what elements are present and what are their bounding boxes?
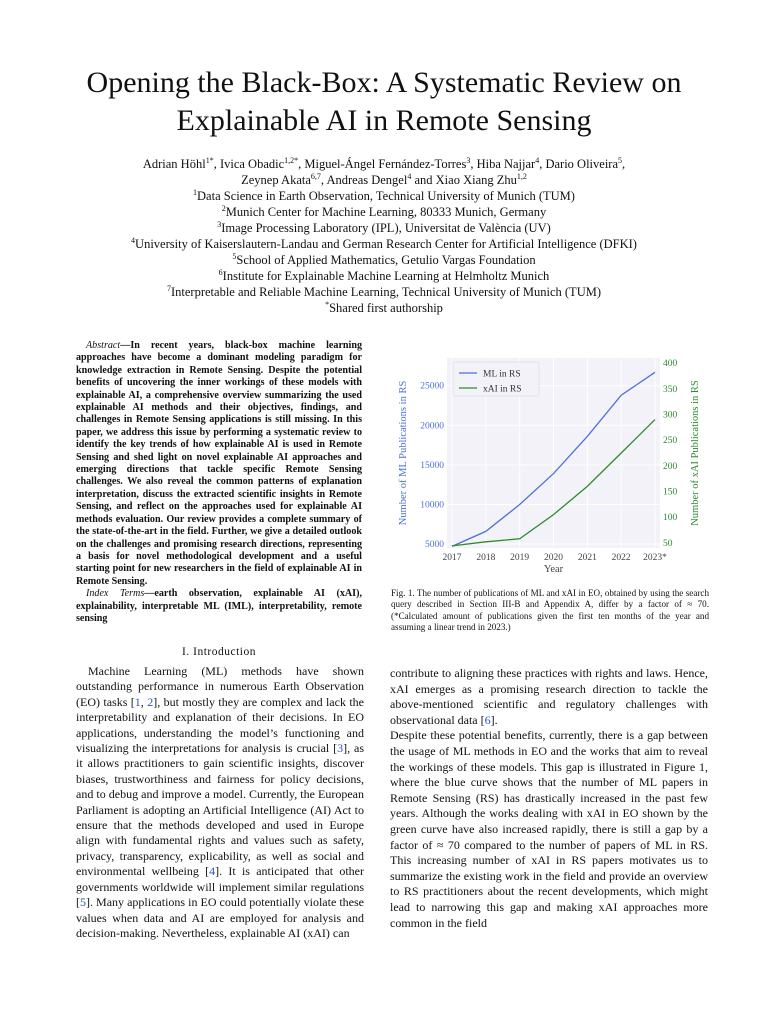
intro-column-right bbox=[390, 666, 708, 931]
section-heading: I. Introduction bbox=[182, 646, 256, 658]
citation-link[interactable]: 6 bbox=[484, 712, 491, 727]
abstract bbox=[76, 340, 362, 625]
y2-tick-label: 400 bbox=[663, 359, 678, 370]
author-affiliation-mark: 4 bbox=[407, 171, 412, 181]
author-name: Xiao Xiang Zhu bbox=[435, 173, 517, 187]
paper-title: Opening the Black-Box: A Systematic Review on Explainable AI in Remote Sensing bbox=[86, 66, 682, 137]
affiliation-text: Shared first authorship bbox=[329, 301, 443, 315]
affiliation bbox=[40, 188, 728, 204]
affiliation-mark: 4 bbox=[131, 235, 136, 245]
y2-axis-label: Number of xAI Publications in RS bbox=[690, 380, 701, 526]
abstract-label: Abstract bbox=[86, 340, 121, 351]
author-block bbox=[40, 156, 728, 316]
intro-column-left bbox=[76, 664, 364, 941]
author-affiliation-mark: 1,2* bbox=[284, 155, 299, 165]
figure-caption: Fig. 1. The number of publications of ML and xAI in EO, obtained by using the search query described in Section III-B and Appendix A, differ by a factor of ≈ 70. (*Calculated amount of publications given the first ten months of the year and assuming a linear trend in 2023.) bbox=[391, 588, 709, 633]
x-tick-label: 2017 bbox=[442, 553, 462, 563]
y2-tick-label: 100 bbox=[663, 513, 678, 524]
affiliation bbox=[40, 236, 728, 252]
legend-label: ML in RS bbox=[483, 369, 521, 380]
citation-link[interactable]: 1 bbox=[134, 694, 141, 709]
y-tick-label: 5000 bbox=[425, 540, 444, 551]
citation-link[interactable]: 5 bbox=[80, 895, 86, 910]
publications-chart-svg bbox=[390, 340, 720, 580]
author-affiliation-mark: 4 bbox=[535, 155, 540, 165]
citation-link[interactable]: 4 bbox=[209, 864, 216, 879]
author-affiliation-mark: 5 bbox=[618, 155, 623, 165]
affiliation bbox=[40, 252, 728, 268]
y-tick-label: 15000 bbox=[420, 460, 444, 471]
author-affiliation-mark: 1* bbox=[205, 155, 214, 165]
legend-label: xAI in RS bbox=[483, 384, 522, 395]
affiliation bbox=[40, 204, 728, 220]
affiliation-mark: 2 bbox=[221, 203, 226, 213]
affiliation bbox=[40, 284, 728, 300]
affiliation bbox=[40, 268, 728, 284]
affiliation-text: Data Science in Earth Observation, Technical University of Munich (TUM) bbox=[197, 189, 575, 203]
y-tick-label: 20000 bbox=[420, 421, 444, 432]
index-terms-text: —earth observation, explainable AI (xAI), explainability, interpretable ML (IML), interpretability, remote sensing bbox=[76, 588, 362, 624]
y2-tick-label: 50 bbox=[663, 538, 673, 549]
y2-tick-label: 350 bbox=[663, 384, 678, 395]
affiliation-mark: * bbox=[325, 299, 330, 309]
author-name: Zeynep Akata bbox=[241, 173, 311, 187]
x-tick-label: 2019 bbox=[510, 553, 530, 563]
y-axis-label: Number of ML Publications in RS bbox=[398, 380, 409, 526]
citation-link[interactable]: 3 bbox=[337, 741, 344, 756]
affiliation-text: Institute for Explainable Machine Learning at Helmholtz Munich bbox=[222, 269, 550, 283]
x-tick-label: 2018 bbox=[476, 553, 496, 563]
author-affiliation-mark: 6,7 bbox=[310, 171, 321, 181]
author-name: Miguel-Ángel Fernández-Torres bbox=[304, 157, 467, 171]
x-tick-label: 2021 bbox=[577, 553, 597, 563]
affiliation bbox=[40, 300, 728, 316]
x-tick-label: 2022 bbox=[611, 553, 631, 563]
affiliation-text: Interpretable and Reliable Machine Learning, Technical University of Munich (TUM) bbox=[171, 285, 601, 299]
publications-chart bbox=[390, 340, 720, 580]
affiliation-mark: 5 bbox=[232, 251, 237, 261]
affiliation-mark: 1 bbox=[193, 187, 198, 197]
x-tick-label: 2020 bbox=[544, 553, 563, 563]
author-affiliation-mark: 3 bbox=[466, 155, 471, 165]
author-line-1: Adrian Höhl$^{1*}$, Ivica Obadic$^{1,2*}$, Miguel-Ángel Fernández-Torres$^3$, Hiba Najjar$^4$, Dario Oliveira$^5$, bbox=[142, 155, 626, 171]
author-affiliation-mark: 1,2 bbox=[516, 171, 527, 181]
affiliation bbox=[40, 220, 728, 236]
affiliation-mark: 7 bbox=[167, 283, 171, 293]
y2-tick-label: 150 bbox=[663, 487, 678, 498]
x-axis-label: Year bbox=[543, 564, 564, 575]
y2-tick-label: 300 bbox=[663, 410, 678, 421]
affiliation-text: Munich Center for Machine Learning, 80333 Munich, Germany bbox=[225, 205, 547, 219]
abstract-text: —In recent years, black-box machine learning approaches have become a dominant modeling paradigm for knowledge extraction in Remote Sensing. Despite the potential benefits of uncovering the inner workings of these models with explainable AI, a comprehensive overview summarizing the used explainable AI methods and their objectives, findings, and challenges in Remote Sensing applications is still missing. In this paper, we address this issue by performing a systematic review to identify the key trends of how explainable AI is used in Remote Sensing and shed light on novel explainable AI approaches and emerging directions that tackle specific Remote Sensing challenges. We also reveal the common patterns of explanation interpretation, discuss the extracted scientific insights in Remote Sensing, and reflect on the approaches used for explainable AI methods evaluation. Our review provides a complete summary of the state-of-the-art in the field. Further, we give a detailed outlook on the challenges and promising research directions, representing a basis for novel methodological development and a useful starting point for new researchers in the field of explainable AI in Remote Sensing. bbox=[76, 340, 362, 587]
citation-link[interactable]: 2 bbox=[147, 694, 154, 709]
affiliation-list bbox=[40, 188, 728, 316]
intro-paragraph-1: Machine Learning (ML) methods have shown outstanding performance in numerous Earth Observation (EO) tasks [1, 2], but mostly they are complex and lack the interpretability and explanation of their decisions. In EO applications, understanding the model’s functioning and visualizing the interpretations for analysis is crucial [3], as it allows practitioners to gain scientific insights, discover biases, trustworthiness and fairness for policy decisions, and to debug and improve a model. Currently, the European Parliament is adopting an Artificial Intelligence (AI) Act to ensure that the methods developed and used in Europe align with fundamental rights and values such as safety, privacy, transparency, explicability, as well as social and environmental wellbeing [4]. It is anticipated that other governments worldwide will implement similar regulations [5]. Many applications in EO could potentially violate these values when data and AI are employed for analysis and decision-making. Nevertheless, explainable AI (xAI) can bbox=[76, 664, 365, 940]
y2-tick-label: 250 bbox=[663, 436, 678, 447]
affiliation-text: University of Kaiserslautern-Landau and German Research Center for Artificial Intelligence (DFKI) bbox=[135, 237, 637, 251]
y-tick-label: 10000 bbox=[420, 500, 444, 511]
author-name: Adrian Höhl bbox=[142, 157, 206, 171]
author-name: Ivica Obadic bbox=[219, 157, 285, 171]
intro-paragraph-3: Despite these potential benefits, currently, there is a gap between the usage of ML methods in EO and the works that aim to reveal the workings of these models. This gap is illustrated in Figure 1, where the blue curve shows that the number of ML papers in Remote Sensing (RS) has drastically increased in the past few years. Although the works dealing with xAI in EO shown by the green curve have also increased rapidly, there is still a gap by a factor of ≈ 70 compared to the number of papers of ML in RS. This increasing number of xAI in RS papers motivates us to summarize the existing work in the field and provide an overview to RS practitioners about the recent developments, which might lead to narrowing this gap and making xAI approaches more common in the field bbox=[390, 728, 708, 930]
y-tick-label: 25000 bbox=[420, 381, 444, 392]
intro-paragraph-2: contribute to aligning these practices with rights and laws. Hence, xAI emerges as a promising research direction to tackle the above-mentioned scientific and regulatory challenges with observational data [6]. bbox=[390, 666, 708, 727]
author-line-2: Zeynep Akata$^{6,7}$, Andreas Dengel$^4$ and Xiao Xiang Zhu$^{1,2}$ bbox=[241, 171, 527, 187]
index-terms-label: Index Terms bbox=[86, 588, 145, 600]
affiliation-mark: 3 bbox=[217, 219, 222, 229]
author-name: Andreas Dengel bbox=[326, 173, 408, 187]
author-name: Dario Oliveira bbox=[545, 157, 619, 171]
affiliation-mark: 6 bbox=[218, 267, 223, 277]
affiliation-text: Image Processing Laboratory (IPL), Universitat de València (UV) bbox=[221, 221, 551, 235]
affiliation-text: School of Applied Mathematics, Getulio Vargas Foundation bbox=[236, 253, 536, 267]
x-tick-label: 2023* bbox=[643, 553, 667, 563]
author-name: Hiba Najjar bbox=[476, 157, 536, 171]
y2-tick-label: 200 bbox=[663, 461, 678, 472]
